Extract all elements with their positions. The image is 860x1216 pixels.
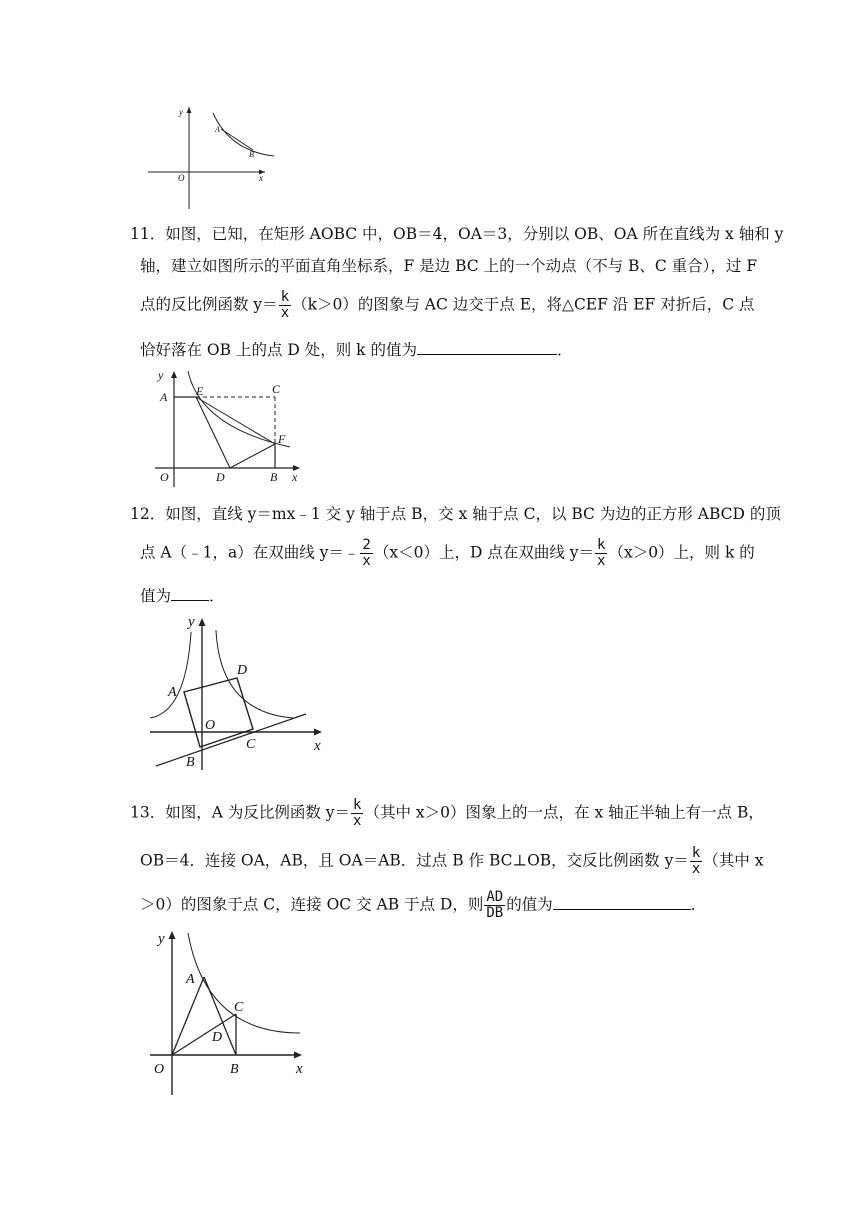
- fig11-o-label: O: [160, 470, 169, 484]
- figure-q13: [148, 925, 318, 1100]
- q11-number: 11．: [130, 225, 166, 243]
- q12-text-2b: （x＜0）上，D 点在双曲线 y＝: [373, 543, 595, 562]
- q13-line-2: [140, 845, 764, 877]
- fig11-y-label: y: [158, 368, 164, 382]
- q11-line-4: [140, 338, 740, 360]
- q11-answer-blank[interactable]: [417, 338, 557, 355]
- q12-number: 12．: [130, 505, 166, 523]
- q11-text-4a: 恰好落在 OB 上的点 D 处，则 k 的值为: [140, 341, 417, 359]
- fig13-b-label: B: [230, 1062, 239, 1077]
- fig11-c-label: C: [272, 382, 281, 396]
- q13-text-1b: （其中 x＞0）图象上的一点，在 x 轴正半轴上有一点 B，: [364, 803, 764, 822]
- fig10-x-label: x: [259, 173, 263, 183]
- q12-text-3b: ．: [209, 587, 225, 605]
- q12-frac2-num: k: [597, 537, 606, 553]
- q13-number: 13．: [130, 803, 166, 822]
- fig12-a-label: A: [168, 685, 177, 700]
- q13-frac1-den: x: [353, 813, 362, 829]
- q12-text-1: 如图，直线 y＝mx﹣1 交 y 轴于点 B，交 x 轴于点 C，以 BC 为边的正方形 ABCD 的顶: [165, 505, 781, 523]
- q12-fraction-2: [595, 538, 607, 569]
- q12-frac1-num: 2: [362, 537, 371, 553]
- fig10-y-label: y: [179, 107, 183, 117]
- q13-line-3: [140, 890, 740, 921]
- figure-q10: [140, 95, 280, 215]
- fig13-d-label: D: [212, 1030, 223, 1045]
- q13-text-3b: 的值为: [506, 895, 553, 914]
- fig11-e-label: E: [196, 384, 204, 398]
- figure-q12: [148, 612, 338, 772]
- q11-line-1: [130, 224, 784, 244]
- q12-text-2a: 点 A（﹣1，a）在双曲线 y＝﹣: [140, 543, 360, 562]
- q12-frac1-den: x: [362, 553, 371, 569]
- fig11-f-label: F: [278, 432, 286, 446]
- q12-line-1: [130, 504, 781, 524]
- q13-fraction-3: [484, 890, 505, 921]
- fig11-x-label: x: [292, 470, 298, 484]
- q13-frac2-num: k: [691, 845, 701, 861]
- fig12-x-label: x: [314, 738, 321, 754]
- q12-text-3a: 值为: [140, 587, 172, 605]
- fig10-b-label: B: [249, 150, 254, 159]
- fig12-c-label: C: [246, 737, 256, 752]
- fig11-d-label: D: [216, 470, 225, 484]
- q12-fraction-1: [360, 538, 372, 569]
- q13-answer-blank[interactable]: [553, 893, 691, 910]
- fig10-a-label: A: [215, 125, 220, 134]
- q13-text-3c: ．: [690, 895, 707, 914]
- q13-text-3a: ＞0）的图象于点 C，连接 OC 交 AB 于点 D，则: [140, 895, 484, 914]
- q13-text-2a: OB＝4．连接 OA，AB，且 OA＝AB．过点 B 作 BC⊥OB，交反比例函数 y＝: [140, 851, 689, 870]
- q13-line-1: [130, 797, 764, 829]
- q11-text-3a: 点的反比例函数 y＝: [140, 295, 278, 314]
- q13-fraction-1: [351, 798, 363, 829]
- q11-text-2: 轴，建立如图所示的平面直角坐标系，F 是边 BC 上的一个动点（不与 B、C 重合），过 F: [140, 257, 758, 275]
- q13-fraction-2: [690, 846, 702, 877]
- fig11-b-label: B: [270, 470, 278, 484]
- fig13-o-label: O: [154, 1062, 165, 1077]
- fig12-y-label: y: [188, 614, 195, 630]
- q13-frac3-num: AD: [486, 889, 504, 905]
- q12-text-2c: （x＞0）上，则 k 的: [608, 543, 755, 562]
- fig13-c-label: C: [234, 1000, 244, 1015]
- q11-line-3: [140, 289, 755, 321]
- q13-frac1-num: k: [353, 797, 362, 813]
- q13-text-1a: 如图，A 为反比例函数 y＝: [165, 803, 351, 822]
- q11-fraction: [279, 290, 291, 321]
- q11-line-2: [140, 256, 758, 276]
- fig12-o-label: O: [205, 718, 216, 733]
- q12-answer-blank[interactable]: [171, 584, 209, 601]
- q11-text-4b: ．: [556, 341, 573, 359]
- q12-line-3: [140, 584, 740, 606]
- q13-frac3-den: DB: [486, 905, 504, 921]
- q13-text-2b: （其中 x: [703, 851, 764, 870]
- fig12-b-label: B: [186, 755, 195, 770]
- q13-frac2-den: x: [691, 861, 701, 877]
- fig13-y-label: y: [158, 931, 165, 947]
- fig11-a-label: A: [160, 390, 168, 404]
- figure-q11: [150, 365, 310, 490]
- q12-line-2: [140, 537, 755, 569]
- q11-frac-num: k: [280, 289, 290, 305]
- fig12-d-label: D: [237, 663, 248, 678]
- q11-frac-den: x: [280, 305, 290, 321]
- q12-frac2-den: x: [597, 553, 606, 569]
- fig10-o-label: O: [178, 173, 185, 183]
- q11-text-3b: （k＞0）的图象与 AC 边交于点 E，将△CEF 沿 EF 对折后，C 点: [292, 295, 755, 314]
- fig13-a-label: A: [186, 972, 195, 987]
- q11-text-1: 如图，已知，在矩形 AOBC 中，OB＝4，OA＝3，分别以 OB、OA 所在直线为 x 轴和 y: [165, 225, 784, 243]
- fig13-x-label: x: [296, 1061, 303, 1077]
